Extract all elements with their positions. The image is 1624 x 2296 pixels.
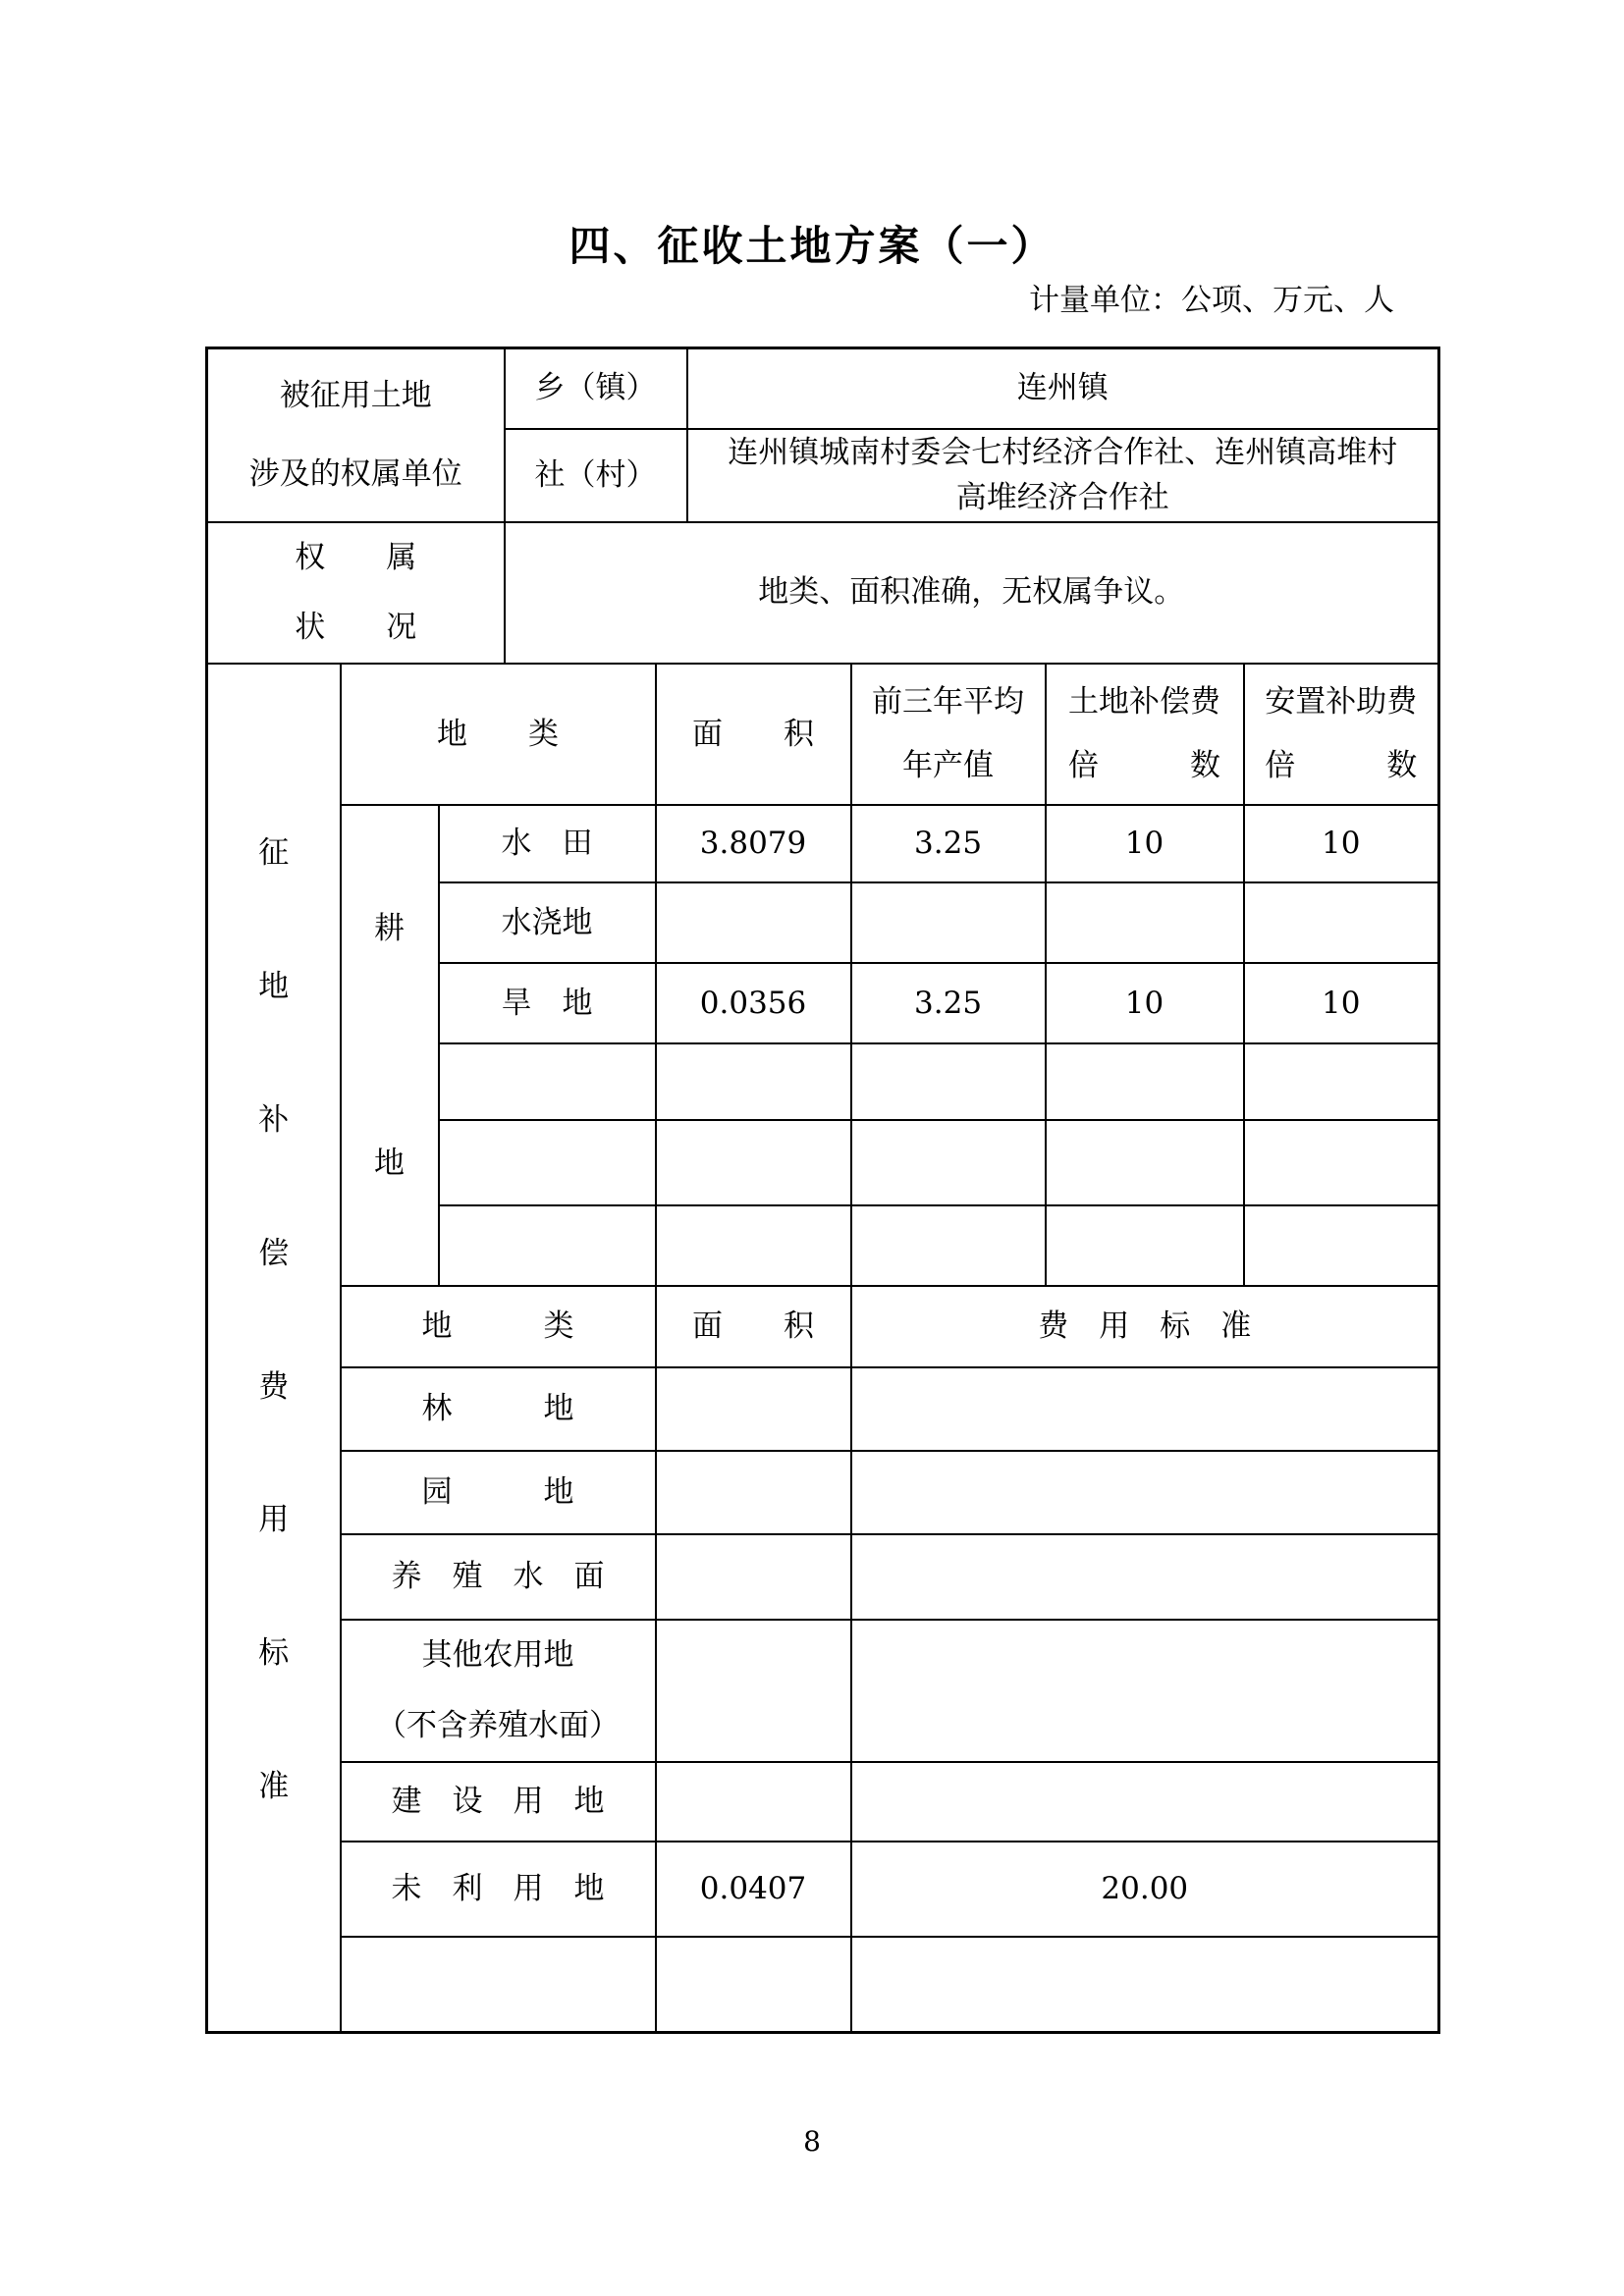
header-resettlement-subsidy-cell [1244, 664, 1439, 805]
area-cell: 3.8079 [656, 805, 851, 882]
side-label-char: 地 [258, 968, 290, 1004]
other-agri-land-line1: 其他农用地 [421, 1637, 574, 1674]
ownership-status-label-line1: 权 属 [295, 539, 417, 575]
side-label-char: 偿 [258, 1235, 290, 1271]
area-cell: 0.0407 [656, 1842, 851, 1937]
table-row [207, 1842, 1439, 1937]
resettlement-subsidy-cell [1244, 882, 1439, 963]
land-compensation-cell [1046, 882, 1244, 963]
avg-output-cell [851, 1043, 1046, 1120]
township-label-cell: 乡（镇） [505, 348, 687, 429]
header2-land-type-cell: 地 类 [341, 1286, 656, 1367]
area-cell [656, 1205, 851, 1286]
page-number: 8 [803, 2125, 821, 2158]
table-row [207, 664, 1439, 805]
fee-standard-cell: 20.00 [851, 1842, 1439, 1937]
table-row [207, 1937, 1439, 2032]
table-row [207, 1534, 1439, 1620]
side-label-char: 费 [258, 1368, 290, 1405]
fee-standard-cell [851, 1620, 1439, 1762]
land-type-cell [439, 1043, 656, 1120]
fee-standard-cell [851, 1367, 1439, 1451]
compensation-side-label-text [208, 831, 340, 1809]
village-value-text: 连州镇城南村委会七村经济合作社、连州镇高堆村高堆经济合作社 [728, 434, 1398, 515]
land-compensation-cell [1046, 1043, 1244, 1120]
avg-output-cell [851, 1120, 1046, 1205]
fee-standard-cell [851, 1534, 1439, 1620]
land-compensation-cell [1046, 1120, 1244, 1205]
acquired-land-label-line1: 被征用土地 [279, 377, 432, 413]
land-compensation-cell: 10 [1046, 805, 1244, 882]
header-resettlement-subsidy-line1: 安置补助费 [1265, 684, 1418, 720]
table-row [207, 805, 1439, 882]
village-label-cell: 社（村） [505, 429, 687, 522]
land-type-cell: 水 田 [439, 805, 656, 882]
cultivated-land-group-text [342, 907, 438, 1186]
header-land-compensation-cell [1046, 664, 1244, 805]
table-row [207, 348, 1439, 429]
land-type-cell [341, 1620, 656, 1762]
measurement-unit-note: 计量单位：公项、万元、人 [1029, 283, 1394, 318]
avg-output-cell [851, 882, 1046, 963]
resettlement-subsidy-cell: 10 [1244, 963, 1439, 1043]
header-avg-output-line1: 前三年平均 [872, 684, 1025, 720]
compensation-side-label-cell [207, 664, 341, 2032]
acquired-land-label-cell [207, 348, 505, 522]
land-type-cell: 建 设 用 地 [341, 1762, 656, 1842]
header-avg-output-line2: 年产值 [902, 748, 995, 784]
acquired-land-label-line2: 涉及的权属单位 [248, 456, 462, 493]
header-resettlement-subsidy-line2: 倍 数 [1265, 748, 1418, 784]
group-label-char: 地 [374, 1146, 405, 1182]
group-label-char: 耕 [374, 911, 405, 947]
land-type-cell [439, 1120, 656, 1205]
fee-standard-cell [851, 1451, 1439, 1534]
table-row [207, 1762, 1439, 1842]
township-value-cell: 连州镇 [687, 348, 1439, 429]
table-row [207, 522, 1439, 665]
header2-area-cell: 面 积 [656, 1286, 851, 1367]
land-type-cell: 园 地 [341, 1451, 656, 1534]
land-type-cell: 旱 地 [439, 963, 656, 1043]
side-label-char: 征 [258, 835, 290, 872]
side-label-char: 用 [258, 1502, 290, 1538]
page-title: 四、征收土地方案（一） [568, 222, 1056, 270]
land-type-cell [341, 1937, 656, 2032]
area-cell [656, 1762, 851, 1842]
area-cell [656, 882, 851, 963]
table-row [207, 1286, 1439, 1367]
side-label-char: 标 [258, 1635, 290, 1672]
area-cell: 0.0356 [656, 963, 851, 1043]
area-cell [656, 1043, 851, 1120]
cultivated-land-group-cell [341, 805, 439, 1286]
area-cell [656, 1534, 851, 1620]
area-cell [656, 1937, 851, 2032]
area-cell [656, 1120, 851, 1205]
land-compensation-cell [1046, 1205, 1244, 1286]
resettlement-subsidy-cell [1244, 1120, 1439, 1205]
land-type-cell [439, 1205, 656, 1286]
land-type-cell: 未 利 用 地 [341, 1842, 656, 1937]
avg-output-cell [851, 1205, 1046, 1286]
area-cell [656, 1451, 851, 1534]
ownership-status-value-cell: 地类、面积准确，无权属争议。 [505, 522, 1439, 665]
ownership-status-label-cell [207, 522, 505, 665]
land-type-cell: 林 地 [341, 1367, 656, 1451]
resettlement-subsidy-cell [1244, 1205, 1439, 1286]
area-cell [656, 1367, 851, 1451]
header-land-compensation-line1: 土地补偿费 [1068, 684, 1221, 720]
side-label-char: 准 [258, 1769, 290, 1805]
header2-fee-standard-cell: 费 用 标 准 [851, 1286, 1439, 1367]
other-agri-land-line2: （不含养殖水面） [376, 1707, 621, 1743]
area-cell [656, 1620, 851, 1762]
header-avg-output-cell [851, 664, 1046, 805]
header-land-type-cell: 地 类 [341, 664, 656, 805]
resettlement-subsidy-cell: 10 [1244, 805, 1439, 882]
land-compensation-cell: 10 [1046, 963, 1244, 1043]
resettlement-subsidy-cell [1244, 1043, 1439, 1120]
fee-standard-cell [851, 1937, 1439, 2032]
table-row [207, 1451, 1439, 1534]
table-row [207, 1367, 1439, 1451]
header-area-cell: 面 积 [656, 664, 851, 805]
village-value-cell [687, 429, 1439, 522]
side-label-char: 补 [258, 1101, 290, 1138]
avg-output-cell: 3.25 [851, 805, 1046, 882]
land-type-cell: 养 殖 水 面 [341, 1534, 656, 1620]
fee-standard-cell [851, 1762, 1439, 1842]
land-type-cell: 水浇地 [439, 882, 656, 963]
table-row [207, 1620, 1439, 1762]
avg-output-cell: 3.25 [851, 963, 1046, 1043]
land-acquisition-table [205, 347, 1440, 2034]
ownership-status-label-line2: 状 况 [295, 609, 417, 645]
header-land-compensation-line2: 倍 数 [1068, 748, 1221, 784]
